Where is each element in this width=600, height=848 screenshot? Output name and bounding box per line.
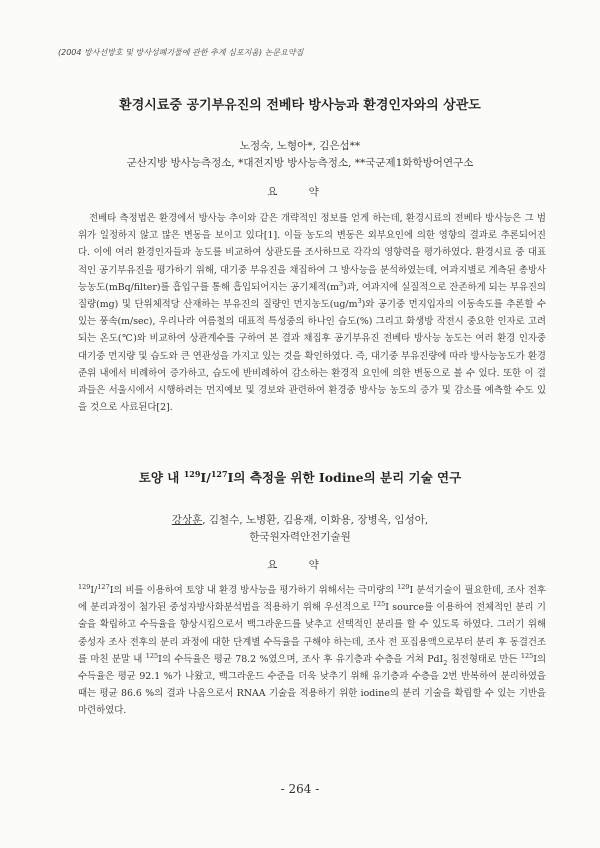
paper1-affiliations: 군산지방 방사능측정소, *대전지방 방사능측정소, **국군제1화학방어연구소 [126,157,474,169]
paper2-affiliation: 한국원자력안전기술원 [249,531,351,543]
title-text: I의 측정을 위한 Iodine의 분리 기술 연구 [227,470,462,485]
coauthors: , 김철수, 노병환, 김용재, 이화용, 장병옥, 임성아, [202,514,429,526]
abstract-text: )와 공기중 먼지입자의 이동속도를 추론할 수 있는 풍속(m/sec), 우리나라 여름철의 대표적 특성중의 하나인 습도(%) 그리고 화생방 작전시 중요한 인자로 고려되는 온도(℃)와 비교하여 상관계수를 구하여 본 결과 채집후 공기부유진 전베타 방사능 농도는 여러 환경 인자중 대기중 먼지량 및 습도와 큰 연관성을 가지고 있는 것을 확인하였다. 즉, 대기중 부유진량에 따라 방사능농도가 환경 준위 내에서 비례하여 증가하고, 습도에 반비례하여 감소하는 환경적 요인에 의한 변동으로 볼 수 있다. 또한 이 결과들은 서울시에서 시행하려는 먼지예보 및 경보와 관련하여 환경중 방사능 농도의 증가 및 감소를 예측할 수도 있을 것으로 사료된다[2]. [78,299,546,414]
superscript: 129 [397,582,410,591]
abstract-text: I의 수득율은 평균 92.1 %가 나왔고, 백그라운드 수준을 더욱 낮추기 위해 유기층과 수층을 2번 반복하여 분리하였을 때는 평균 86.6 %의 결과 나옴으로서 RNAA 기술을 적용하기 위한 iodine의 분리 기술을 확립할 수 있는 기반을 마련하였다. [78,653,546,717]
paper2-title [0,468,600,486]
paper1-abstract [78,210,546,416]
subscript: 2 [443,658,448,667]
abstract-text: )과, 여과지에 실질적으로 잔존하게 되는 부유진의 질량(mg) 및 단위체적당 산재하는 부유진의 질량인 먼지농도(ug/m [78,281,546,311]
superscript: 129 [183,468,201,479]
abstract-text: I 분석기술이 필요한데, 조사 전후에 분리과정이 첨가된 중성자방사화분석법을 적용하기 위해 우선적으로 [78,585,546,614]
superscript: 125 [372,600,386,609]
superscript: 125 [520,651,534,660]
superscript: 125 [145,651,159,660]
paper2-authors [0,512,600,527]
abstract-text: 침전형태로 만든 [447,653,521,665]
title-text: 토양 내 [138,470,184,485]
superscript: 127 [210,468,228,479]
running-header: (2004 방사선방호 및 방사성폐기물에 관한 추계 심포지움) 논문요약집 [58,48,304,57]
abstract-text: I source를 이용하여 전체적인 분리 기술을 확립하고 수득율을 향상시킴으로서 백그라운드를 낮추고 선택적인 분리를 할 수 있도록 하였다. 그러기 위해 중성자 조사 전후의 분리 과정에 대한 단계별 수득율을 구해야 하는데, 조사 전 포집용액으로부터 분리 후 동결건조를 마친 분말 내 [78,602,546,665]
presenter-name: 강상훈 [171,514,203,526]
paper1-abstract-heading: 요 약 [267,186,333,198]
paper1-title: 환경시료중 공기부유진의 전베타 방사능과 환경인자와의 상관도 [119,98,481,113]
superscript: 3 [339,279,344,288]
paper2-abstract [78,582,546,720]
paper1-authors: 노정숙, 노형아*, 김은섭** [239,140,361,152]
abstract-text: I의 수득율은 평균 78.2 %였으며, 조사 후 유기층과 수층을 거쳐 PdI [158,653,444,665]
abstract-text: I/ [90,585,98,596]
title-text: I/ [200,470,211,485]
abstract-text: I의 비를 이용하여 토양 내 환경 방사능을 평가하기 위해서는 극미량의 [109,585,398,596]
page-number: - 264 - [280,782,320,796]
paper2-abstract-heading: 요 약 [267,559,333,571]
superscript: 129 [78,582,91,591]
superscript: 3 [357,296,362,305]
superscript: 127 [97,582,110,591]
abstract-text: 전베타 측정법은 환경에서 방사능 추이와 같은 개략적인 정보를 얻게 하는데, 환경시료의 전베타 방사능은 그 범위가 일정하지 않고 많은 변동을 보이고 있다[1]. 이들 농도의 변동은 외부요인에 의한 영향의 결과로 추론되어진다. 이에 여러 환경인자들과 농도를 비교하여 상관도를 조사하므로 각각의 영향력을 평가하였다. 환경시료 중 대표적인 공기부유진을 평가하기 위해, 대기중 부유진을 채집하여 그 방사능을 분석하였는데, 여과지별로 계측된 총방사능농도(mBq/filter)를 흡입구를 통해 흡입되어지는 공기체적(m [78,213,546,293]
